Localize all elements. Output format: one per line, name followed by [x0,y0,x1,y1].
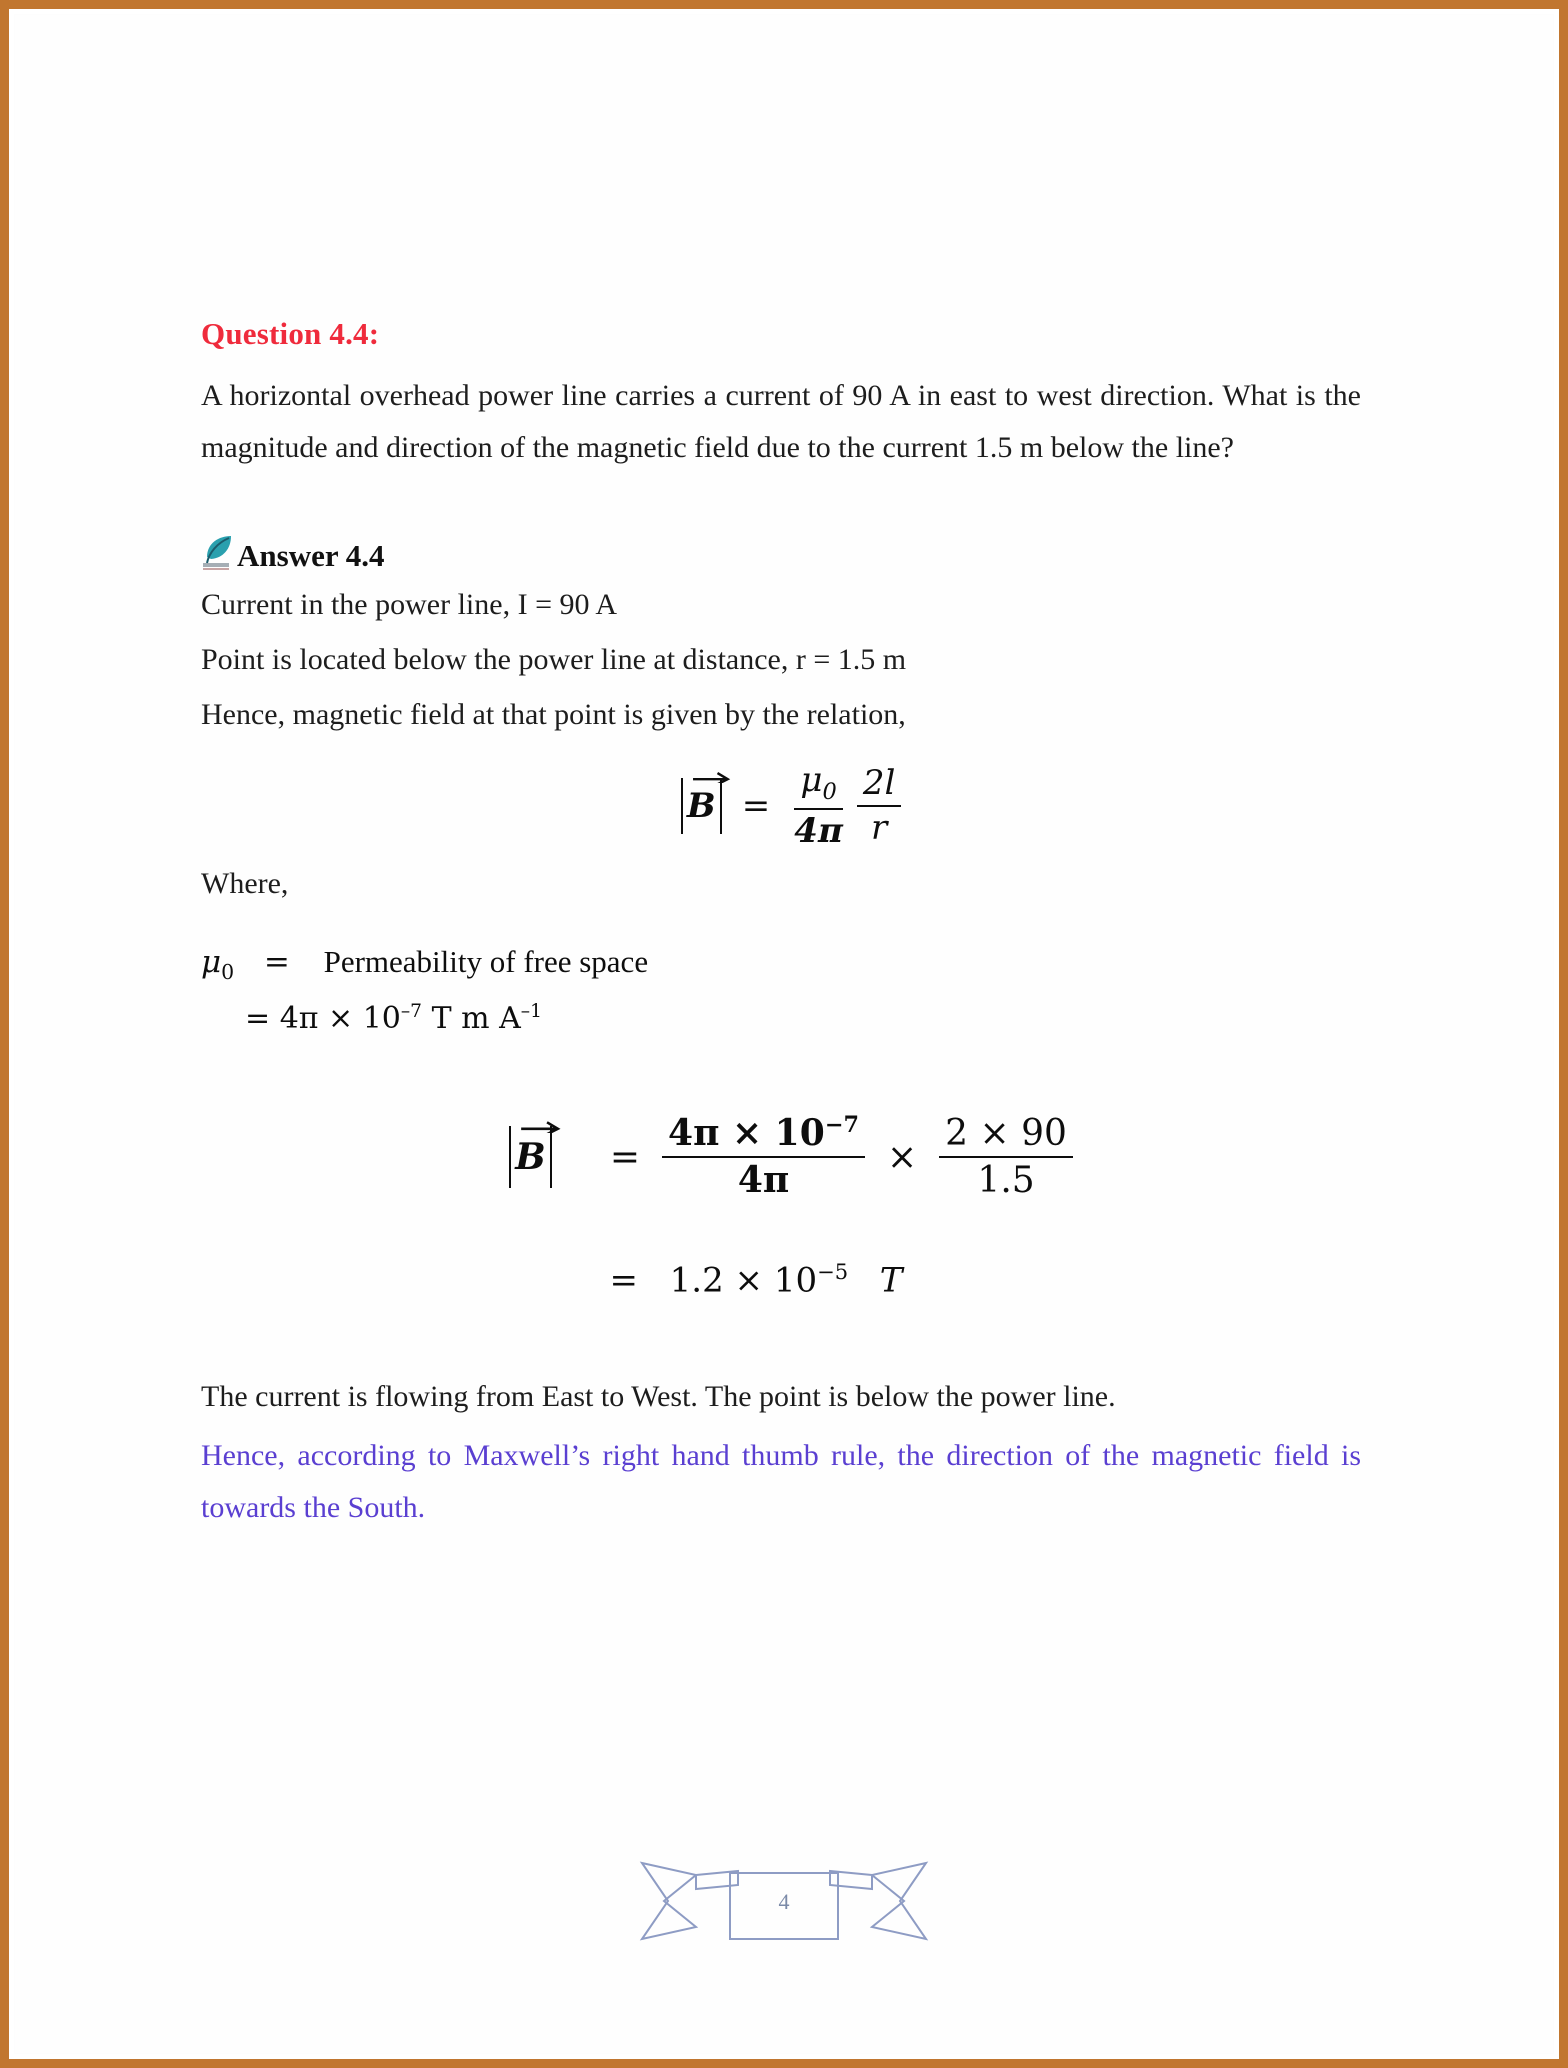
conclusion-text-purple: Hence, according to Maxwell’s right hand thumb rule, the direction of the magnetic field is towards the South. [201,1439,1361,1524]
equation3-value: 1.2 × 10 [669,1260,818,1301]
equation1-equals: = [741,786,771,826]
leaf-logo-icon [201,533,235,571]
equation3-unit: T [879,1260,903,1301]
equation3-equals: = [609,1260,639,1301]
equation-result [201,1259,1381,1300]
conclusion-text-black: The current is flowing from East to West. The point is below the power line. [201,1379,1116,1413]
mu0-value-unit: T m A [431,1000,521,1036]
where-label: Where, [201,866,289,900]
page-number: 4 [778,1889,790,1914]
equation1-frac1-denominator: 4π [794,810,843,851]
equation2-frac1-denominator: 4π [737,1159,790,1202]
answer-heading: Answer 4.4 [237,538,385,574]
equation2-times: × [887,1136,918,1178]
equation1-fraction-2l-over-r [857,764,902,848]
mu0-subscript: 0 [221,960,235,985]
vector-arrow-icon [519,1118,562,1133]
equation-substituted-values [201,1113,1381,1202]
question-heading: Question 4.4: [201,316,380,351]
mu0-value-unit-exponent: –1 [520,1000,542,1022]
equation2-fraction-right [939,1113,1073,1202]
mu0-definition [201,939,1381,1041]
equation1-frac2-numerator: 2l [857,764,902,807]
mu0-definition-line2 [245,996,1381,1041]
mu0-equals: = [263,943,290,980]
mu0-value: 4π × 10 [279,1000,401,1036]
equation-magnetic-field-relation [201,761,1381,851]
equation1-frac1-numerator: $\mu_0$ [794,761,842,810]
equation1-lhs [677,778,726,834]
answer-line-3: Hence, magnetic field at that point is given by the relation, [201,697,906,731]
equation2-frac2-denominator: 1.5 [977,1160,1035,1202]
equation2-fraction-left [662,1113,865,1202]
document-content [201,315,1381,1534]
answer-heading-row [201,533,1381,574]
equation2-lhs-symbol: B [515,1136,546,1179]
mu0-value-exponent: –7 [400,1000,423,1022]
page-inner-area [14,14,1554,2054]
page-number-ribbon [15,1845,1553,1955]
answer-line-1: Current in the power line, I = 90 A [201,588,618,622]
answer-line-2: Point is located below the power line at distance, r = 1.5 m [201,642,907,676]
question-text: A horizontal overhead power line carries a current of 90 A in east to west direction. What is the magnitude and direction of the magnetic field due to the current 1.5 m below the line? [201,379,1361,464]
equation2-frac1-numerator: $4\pi \times 10^{-7}$ [662,1113,865,1158]
mu0-value-prefix: = [245,1000,271,1036]
mu0-symbol: μ [201,943,222,980]
mu0-definition-line1 [201,939,1381,988]
equation1-lhs-symbol: B [686,786,716,826]
equation2-frac2-numerator: 2 × 90 [939,1113,1073,1158]
vector-arrow-icon [691,769,732,783]
equation2-equals: = [609,1136,641,1178]
equation2-lhs [505,1126,556,1188]
equation1-frac2-denominator: r [870,808,888,848]
equation1-fraction-mu0-over-4pi [788,761,849,851]
mu0-definition-text: Permeability of free space [323,943,649,979]
equation3-exponent: −5 [817,1259,849,1285]
